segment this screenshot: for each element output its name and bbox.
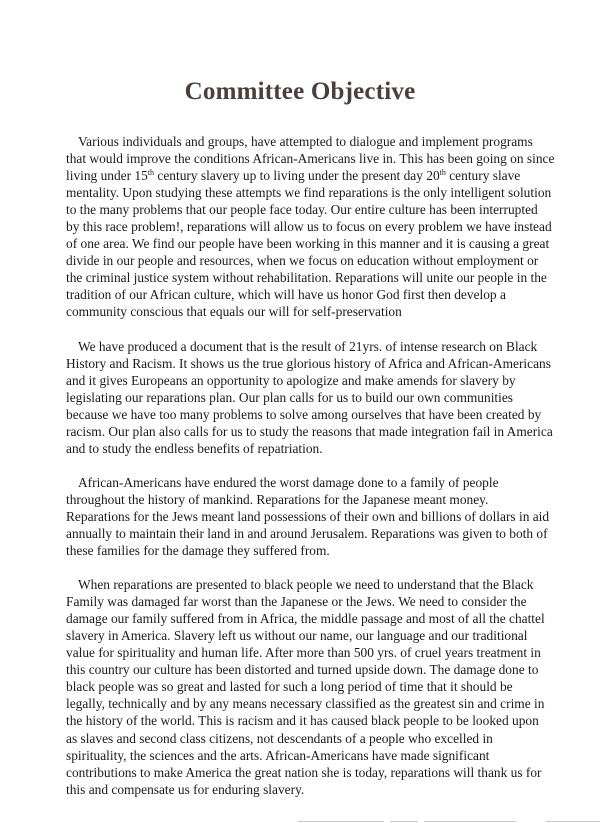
text-line: damage our family suffered from in Africa, the middle passage and most of all the chattel [66,611,545,627]
text-line: and it gives Europeans an opportunity to apologize and make amends for slavery by [66,372,516,388]
text-segment: living under 15 [66,168,148,184]
text-line: Reparations for the Jews meant land possessions of their own and billions of dollars in aid [66,508,550,524]
text-line: divide in our people and resources, when we focus on education without employment or [66,253,539,269]
text-line: legally, technically and by any means necessary classified as the greatest sin and crime in [66,696,545,712]
text-line: and to study the endless benefits of repatriation. [66,440,323,456]
scan-artifact [298,821,384,822]
text-line: slavery in America. Slavery left us without our name, our language and our traditional [66,628,528,644]
text-line: contributions to make America the great nation she is today, reparations will thank us for [66,764,542,780]
text-line [66,167,566,184]
text-line: these families for the damage they suffered from. [66,543,330,559]
superscript: th [439,168,446,178]
superscript: th [147,168,155,178]
text-line: the criminal justice system without rehabilitation. Reparations will unite our people in the [66,270,547,286]
text-segment: century slavery up to living under the present day 20 [154,168,440,184]
text-line: We have produced a document that is the result of 21yrs. of intense research on Black [78,338,538,354]
paragraph-2 [66,338,566,457]
scan-artifact [390,821,418,822]
text-line: spirituality, the sciences and the arts. African-Americans have made significant [66,747,490,763]
text-line: by this race problem!, reparations will allow us to focus on every problem we have instead [66,219,552,235]
text-line: black people was so great and lasted for such a long period of time that it should be [66,679,513,695]
text-line: tradition of our African culture, which will have us honor God first then develop a [66,287,506,303]
text-line: the history of the world. This is racism and it has caused black people to be looked upon [66,713,539,729]
text-line: mentality. Upon studying these attempts we find reparations is the only intelligent solution [66,185,552,201]
text-line: value for spirituality and human life. After more than 500 yrs. of cruel years treatment in [66,645,541,661]
text-line: racism. Our plan also calls for us to study the reasons that made integration fail in America [66,423,553,439]
scan-artifact [424,821,516,822]
text-line: African-Americans have endured the worst damage done to a family of people [78,474,499,490]
text-line: this and compensate us for enduring slavery. [66,781,305,797]
text-line: to the many problems that our people face today. Our entire culture has been interrupted [66,202,538,218]
text-line: that would improve the conditions African-Americans live in. This has been going on since [66,151,555,167]
page-title: Committee Objective [184,78,416,105]
document-body [66,133,566,815]
text-line: this country our culture has been distorted and turned upside down. The damage done to [66,662,539,678]
text-line: Various individuals and groups, have attempted to dialogue and implement programs [78,134,533,149]
text-segment: century slave [445,168,521,184]
text-line: Family was damaged far worst than the Japanese or the Jews. We need to consider the [66,594,527,610]
text-line: of one area. We find our people have been working in this manner and it is causing a great [66,236,550,252]
text-line: annually to maintain their land in and around Jerusalem. Reparations was given to both of [66,525,548,541]
text-line: because we have too many problems to solve among ourselves that have been created by [66,406,542,422]
text-line: When reparations are presented to black people we need to understand that the Black [78,577,534,593]
text-line: History and Racism. It shows us the true glorious history of Africa and African-Americans [66,355,551,371]
scan-artifact [546,821,600,822]
paragraph-3 [66,474,566,559]
paragraph-4 [66,576,566,798]
paragraph-1 [66,133,566,321]
text-line: community conscious that equals our will for self-preservation [66,304,402,320]
text-line: legislating our reparations plan. Our plan calls for us to build our own communities [66,389,514,405]
text-line: throughout the history of mankind. Reparations for the Japanese meant money. [66,491,489,507]
text-line: as slaves and second class citizens, not descendants of a people who excelled in [66,730,493,746]
